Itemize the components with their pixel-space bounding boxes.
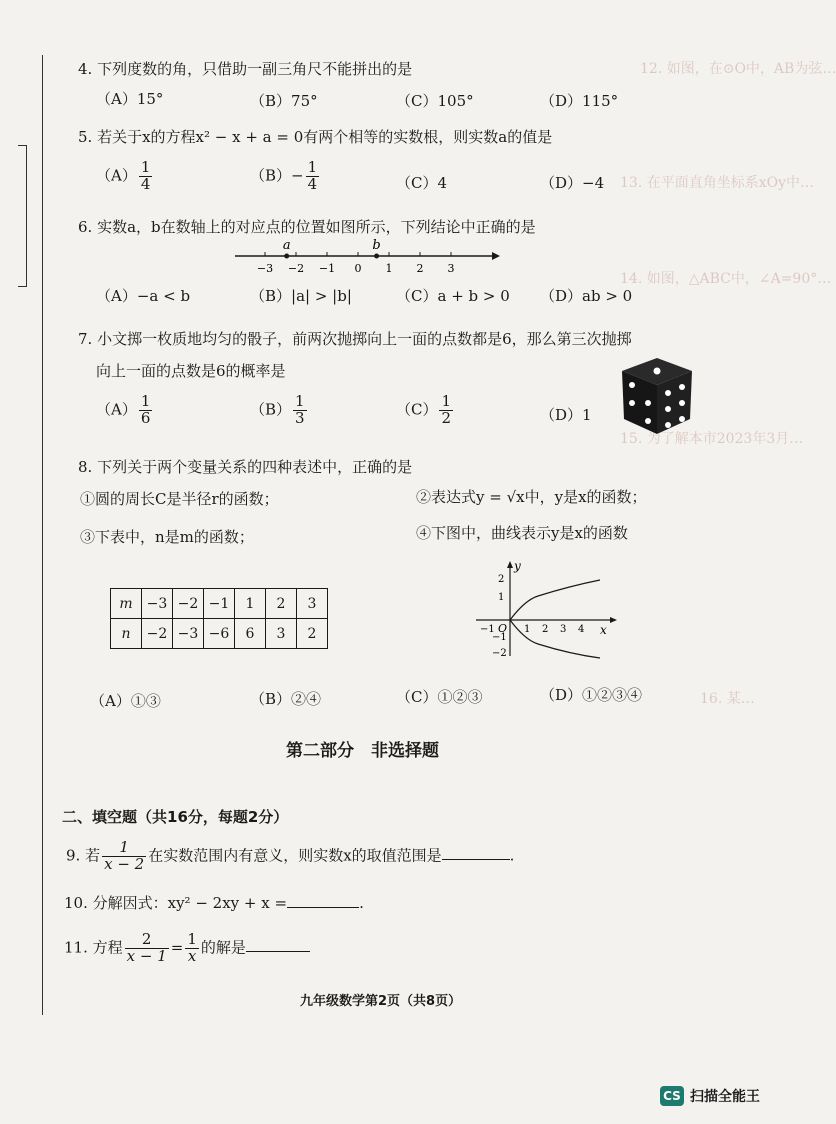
graph-ytick: 2 [498, 574, 505, 585]
q8-statement-1: ①圆的周长C是半径r的函数； [80, 490, 279, 508]
q4-option-c: （C）105° [396, 92, 474, 110]
binding-line [42, 55, 43, 1015]
q8-option-b: （B）②④ [250, 690, 322, 708]
graph-xtick: 4 [578, 624, 585, 635]
q8-table [110, 588, 328, 649]
q5-option-c: （C）4 [396, 174, 448, 192]
graph-ytick: 1 [498, 592, 505, 603]
q7-stem-line1: 7. 小文掷一枚质地均匀的骰子，前两次抛掷向上一面的点数都是6，那么第三次抛掷 [78, 330, 632, 348]
scanner-brand-name: 扫描全能王 [690, 1089, 760, 1105]
graph-xtick: 1 [524, 624, 531, 635]
q8-option-c: （C）①②③ [396, 688, 483, 706]
number-line-tick-label: 1 [385, 262, 393, 275]
q7-option-d: （D）1 [540, 406, 592, 424]
number-line-tick-label: 2 [416, 262, 424, 275]
number-line-tick-label: 3 [447, 262, 455, 275]
q4-stem: 4. 下列度数的角，只借助一副三角尺不能拼出的是 [78, 60, 413, 78]
page-footer: 九年级数学第2页（共8页） [300, 994, 462, 1009]
q5-stem: 5. 若关于x的方程x² − x + a = 0有两个相等的实数根，则实数a的值是 [78, 128, 553, 146]
q5-option-a: （A） $\frac{1}{4}$ [96, 158, 151, 193]
q8-option-d: （D）①②③④ [540, 686, 643, 704]
number-line-tick-label: −3 [256, 262, 274, 275]
q8-option-a: （A）①③ [90, 692, 161, 710]
part-two-title: 第二部分 非选择题 [286, 741, 439, 761]
q7-option-a: （A） $\frac{1}{6}$ [96, 392, 151, 427]
q7-stem-line2: 向上一面的点数是6的概率是 [96, 362, 286, 380]
number-line [230, 238, 500, 278]
graph-ytick: −1 [492, 632, 507, 643]
q8-statement-2: ②表达式y = √x中，y是x的函数； [416, 488, 647, 506]
graph-ytick: −2 [492, 648, 507, 659]
table-row-n: n −2 −3 −6 6 3 2 [111, 619, 328, 649]
table-row-m: m −3 −2 −1 1 2 3 [111, 589, 328, 619]
q5-option-b: （B）− $\frac{1}{4}$ [250, 158, 318, 193]
q8-stem: 8. 下列关于两个变量关系的四种表述中，正确的是 [78, 458, 413, 476]
graph-origin: O [498, 622, 508, 635]
question-10: 10. 分解因式：xy² − 2xy + x = . [64, 894, 364, 912]
fill-in-section-heading: 二、填空题（共16分，每题2分） [62, 808, 289, 826]
q7-option-c: （C） $\frac{1}{2}$ [396, 392, 452, 427]
graph-xtick: 3 [560, 624, 567, 635]
scanner-watermark [660, 1086, 760, 1106]
graph-xtick: −1 [480, 624, 495, 635]
q7-option-b: （B） $\frac{1}{3}$ [250, 392, 305, 427]
cs-logo-icon: CS [660, 1086, 684, 1106]
point-b-label: b [372, 238, 381, 253]
question-9: 9. 若 $\frac{1}{x - 2}$ 在实数范围内有意义，则实数x的取值范围是 . [66, 838, 515, 873]
q4-option-d: （D）115° [540, 92, 619, 110]
q6-option-a: （A）−a < b [96, 287, 191, 305]
q8-statement-3: ③下表中，n是m的函数； [80, 528, 254, 546]
q5-option-d: （D）−4 [540, 174, 605, 192]
graph-x-label: x [600, 623, 607, 637]
q8-statement-4: ④下图中，曲线表示y是x的函数 [416, 524, 628, 542]
question-11: 11. 方程 $\frac{2}{x - 1}$ = $\frac{1}{x}$ 的解是 [64, 932, 310, 965]
dice-image [618, 355, 696, 437]
q6-option-c: （C）a + b > 0 [396, 287, 510, 305]
graph-xtick: 2 [542, 624, 549, 635]
q6-option-d: （D）ab > 0 [540, 287, 633, 305]
q4-option-a: （A）15° [96, 90, 164, 108]
number-line-tick-label: −1 [318, 262, 336, 275]
number-line-tick-label: −2 [287, 262, 305, 275]
q6-stem: 6. 实数a，b在数轴上的对应点的位置如图所示，下列结论中正确的是 [78, 218, 536, 236]
point-b [374, 254, 379, 259]
binding-bracket [18, 145, 27, 287]
graph-curve-upper [510, 580, 600, 620]
q8-graph [470, 560, 620, 660]
number-line-tick-label: 0 [354, 262, 362, 275]
q6-option-b: （B）|a| > |b| [250, 287, 352, 305]
point-a-label: a [282, 238, 291, 253]
point-a [284, 254, 289, 259]
graph-y-label: y [514, 559, 521, 573]
q4-option-b: （B）75° [250, 92, 318, 110]
